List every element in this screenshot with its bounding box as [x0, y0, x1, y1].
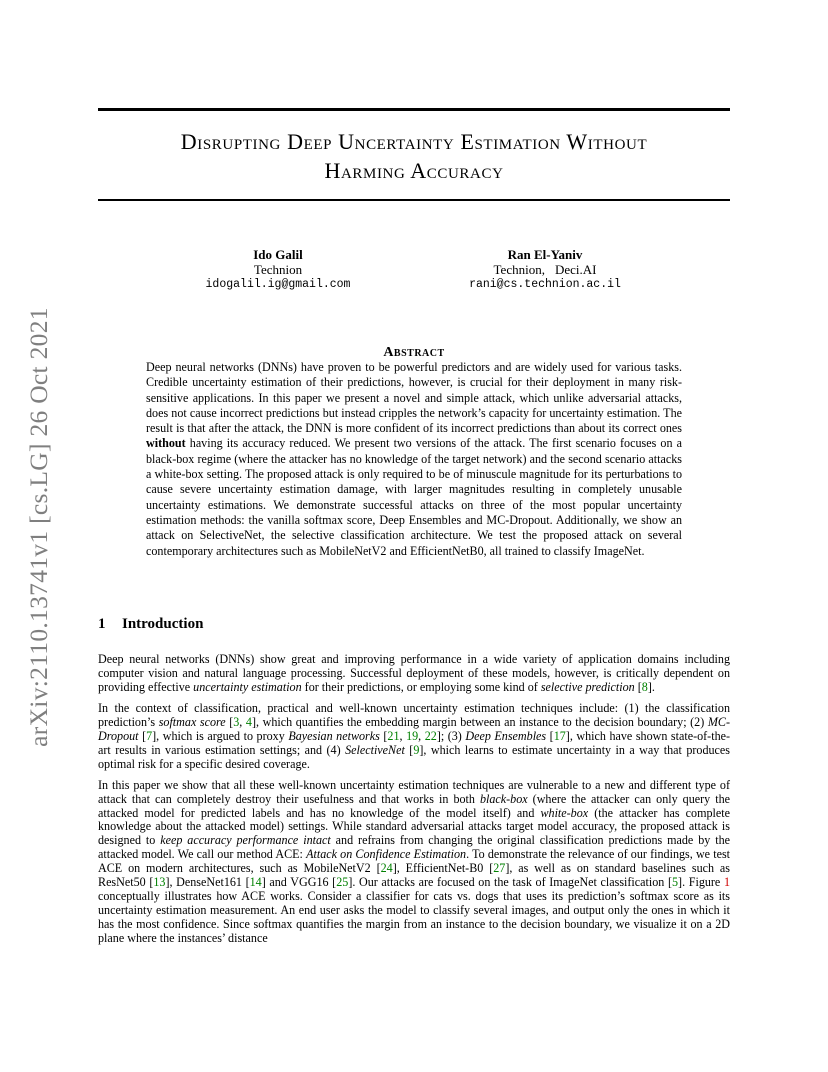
- section-number: 1: [98, 616, 106, 632]
- body-text-run: and refrains from changing the original classification predictions made by the attacked model. We call our method ACE:: [98, 833, 730, 862]
- body-text-run: ]. Our attacks are focused on the task of ImageNet classification [: [348, 875, 672, 890]
- emphasis-text: Bayesian networks: [288, 728, 380, 743]
- body-text-run: [: [138, 728, 147, 743]
- body-paragraph: [98, 653, 730, 695]
- body-paragraph: [98, 779, 730, 946]
- body-text-run: ] and VGG16 [: [261, 875, 337, 890]
- body-text-run: ], DenseNet161 [: [165, 875, 250, 890]
- body-text-run: ,: [239, 714, 246, 729]
- citation-link[interactable]: 19: [406, 728, 419, 743]
- body-text-run: [: [634, 679, 642, 694]
- abstract-text: [146, 360, 682, 559]
- body-text-run: [: [546, 728, 554, 743]
- abstract-text-part-2: having its accuracy reduced. We present two versions of the attack. The first scenario focuses on a black-box regime (where the attacker has no knowledge of the target network) and the second scenario attacks a white-box setting. The proposed attack is only required to be of minuscule magnitude for its perturbations to cause severe uncertainty estimation damage, with larger magnitudes resulting in completely unusable uncertainty estimations. We demonstrate successful attacks on three of the most popular uncertainty estimation methods: the vanilla softmax score, Deep Ensembles and MC-Dropout. Additionally, we show an attack on SelectiveNet, the selective classification architecture. We test the proposed attack on several contemporary architectures such as MobileNetV2 and EfficientNetB0, all trained to classify ImageNet.: [146, 436, 682, 558]
- emphasis-text: black-box: [479, 791, 528, 806]
- body-text-run: ], which learns to estimate uncertainty in a way that produces optimal risk for a specific desired coverage.: [98, 742, 730, 771]
- citation-link[interactable]: 9: [413, 742, 420, 757]
- emphasis-text: uncertainty estimation: [193, 679, 302, 694]
- citation-link[interactable]: 25: [336, 875, 349, 890]
- author-email[interactable]: idogalil.ig@gmail.com: [205, 278, 351, 291]
- body-text-run: ].: [647, 679, 655, 694]
- citation-link[interactable]: 7: [146, 728, 153, 743]
- citation-link[interactable]: 8: [641, 679, 648, 694]
- citation-link[interactable]: 21: [387, 728, 400, 743]
- section-title: Introduction: [122, 616, 204, 632]
- abstract-text-part-1: Deep neural networks (DNNs) have proven to be powerful predictors and are widely used for various tasks. Credible uncertainty estimation of their predictions, however, is crucial for their deployment in many risk-sensitive applications. In this paper we present a novel and simple attack, which unlike adversarial attacks, does not cause incorrect predictions but instead cripples the network’s capacity for uncertainty estimation. The result is that after the attack, the DNN is more confident of its incorrect predictions than about its correct ones: [146, 360, 682, 436]
- emphasis-text: softmax score: [158, 714, 226, 729]
- body-text-run: Deep neural networks (DNNs) show great and improving performance in a wide variety of application domains including computer vision and natural language processing. Successful deployment of these models, however, is critically dependent on providing effective: [98, 652, 730, 694]
- author-affiliation-secondary: Deci.AI: [554, 262, 597, 277]
- body-text-run: conceptually illustrates how ACE works. Consider a classifier for cats vs. dogs that uses its prediction’s softmax score as its uncertainty estimation measurement. An end user asks the model to classify several images, and output only the ones in which it has the most confidence. Since softmax quantifies the margin from an instance to the decision boundary, we visualize it on a 2D plane where the instances’ distance: [98, 889, 730, 946]
- body-text-run: for their predictions, or employing some kind of: [301, 679, 541, 694]
- citation-link[interactable]: 17: [553, 728, 566, 743]
- body-text-run: (the attacker has complete knowledge about the attacked model) settings. While standard adversarial attacks target model accuracy, the proposed attack is designed to: [98, 805, 730, 848]
- citation-link[interactable]: 13: [153, 875, 166, 890]
- body-text-run: ], as well as on standard baselines such as ResNet50 [: [98, 861, 730, 890]
- body-text-run: ,: [418, 728, 425, 743]
- emphasis-text: MC-Dropout: [98, 714, 731, 743]
- emphasis-text: white-box: [540, 805, 589, 820]
- paper-title: [98, 127, 730, 185]
- citation-link[interactable]: 22: [424, 728, 437, 743]
- body-text-run: [: [404, 742, 414, 757]
- body-text-run: ], EfficientNet-B0 [: [392, 861, 494, 876]
- author-affiliation: [440, 262, 650, 277]
- body-text-run: ], which have shown state-of-the-art results in various estimation settings; and (4): [98, 728, 731, 757]
- body-text-run: (where the attacker can only query the attacked model for predicted labels and has no knowledge of the model itself) and: [98, 791, 730, 820]
- paper-title-line-2: Harming Accuracy: [324, 158, 504, 183]
- body-text-run: ]. Figure: [678, 875, 724, 890]
- body-text-run: [: [379, 728, 388, 743]
- abstract-heading: Abstract: [383, 345, 445, 360]
- section-heading-introduction: [98, 616, 203, 633]
- body-paragraph: [98, 702, 730, 772]
- author-name: Ran El-Yaniv: [507, 247, 583, 262]
- figure-reference-link[interactable]: 1: [723, 875, 730, 890]
- emphasis-text: keep accuracy performance intact: [160, 833, 331, 848]
- title-top-rule: [98, 108, 730, 111]
- emphasis-text: Deep Ensembles: [465, 728, 547, 743]
- emphasis-text: SelectiveNet: [345, 742, 405, 757]
- author-block-1: [170, 247, 386, 292]
- emphasis-text: selective prediction: [540, 679, 635, 694]
- citation-link[interactable]: 24: [380, 861, 393, 876]
- author-email[interactable]: rani@cs.technion.ac.il: [469, 278, 621, 291]
- body-text-run: In the context of classification, practical and well-known uncertainty estimation techniques include: (1) the classification prediction’s: [98, 700, 730, 729]
- abstract-bold-word: without: [146, 436, 186, 451]
- body-text-run: [: [225, 714, 234, 729]
- author-name: Ido Galil: [253, 247, 303, 262]
- author-affiliation-primary: Technion,: [493, 262, 545, 277]
- arxiv-identifier-stamp: [19, 292, 59, 762]
- title-bottom-rule: [98, 199, 730, 201]
- author-block-2: [440, 247, 650, 292]
- body-text-run: . To demonstrate the relevance of our findings, we test ACE on modern architectures, such as MobileNetV2 [: [98, 847, 731, 876]
- introduction-body: [98, 653, 730, 953]
- citation-link[interactable]: 3: [233, 714, 240, 729]
- body-text-run: ,: [399, 728, 407, 743]
- citation-link[interactable]: 4: [245, 714, 252, 729]
- paper-title-line-1: Disrupting Deep Uncertainty Estimation Without: [180, 129, 648, 154]
- body-text-run: ], which is argued to proxy: [152, 728, 289, 743]
- author-affiliation: Technion: [253, 262, 303, 277]
- citation-link[interactable]: 5: [672, 875, 679, 890]
- body-text-run: ]; (3): [436, 728, 466, 743]
- emphasis-text: Attack on Confidence Estimation: [306, 847, 467, 862]
- body-text-run: In this paper we show that all these well-known uncertainty estimation techniques are vulnerable to a new and different type of attack that can completely destroy their usefulness and that works in both: [98, 777, 730, 806]
- citation-link[interactable]: 27: [493, 861, 506, 876]
- arxiv-identifier-text: arXiv:2110.13741v1 [cs.LG] 26 Oct 2021: [24, 307, 53, 747]
- citation-link[interactable]: 14: [249, 875, 262, 890]
- body-text-run: ], which quantifies the embedding margin between an instance to the decision boundary; (2): [251, 714, 708, 729]
